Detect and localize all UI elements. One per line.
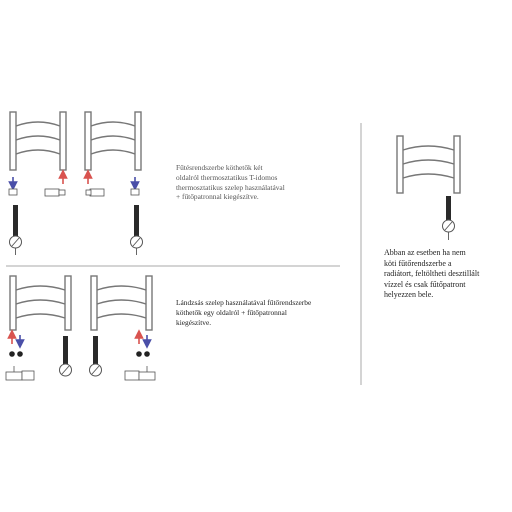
pipe-connection-dot (9, 351, 15, 357)
radiator-top-middle (85, 112, 141, 170)
t-valve-icon (45, 189, 65, 196)
caption-two-side-t-valve (176, 163, 285, 202)
caption-line: Abban az esetben ha nem (384, 248, 466, 257)
caption-line: Lándzsás szelep használatával fűtőrendszerbe (176, 298, 312, 307)
caption-line: + fűtőpatronnal kiegészítve. (176, 192, 259, 202)
pipe-connection-dot (136, 351, 142, 357)
valve-body (9, 189, 17, 195)
caption-line: kiegészítve. (176, 317, 212, 327)
radiator-top-left (10, 112, 66, 170)
caption-line: Fűtésrendszerbe köthetők két (176, 163, 263, 172)
valve-body (131, 189, 139, 195)
pipe-connection-dot (17, 351, 23, 357)
heating-element-icon (10, 205, 22, 255)
lance-valve-icon (6, 366, 34, 380)
radiator-standalone (397, 136, 460, 193)
caption-line: thermosztatikus szelep használatával (176, 182, 285, 192)
caption-standalone-electric (384, 248, 479, 301)
caption-line: köthetők egy oldalról + fűtőpatronnal (176, 307, 287, 317)
caption-line: vízzel és csak fűtőpatront (384, 279, 466, 289)
heating-element-icon (131, 205, 143, 255)
caption-line: oldalról thermosztatikus T-idomos (176, 172, 278, 182)
radiator-bottom-left (10, 276, 71, 330)
pipe-connection-dot (144, 351, 150, 357)
heating-element-icon (60, 336, 72, 376)
heating-element-icon (443, 196, 455, 240)
t-valve-icon (86, 189, 104, 196)
heating-element-icon (90, 336, 102, 376)
lance-valve-icon (125, 366, 155, 380)
caption-line: helyezzen bele. (384, 290, 434, 300)
caption-line: radiátort, feltöltheti desztillált (384, 269, 480, 279)
radiator-bottom-middle (91, 276, 152, 330)
caption-lance-valve (176, 298, 311, 327)
caption-line: köti fűtőrendszerbe a (384, 258, 452, 268)
